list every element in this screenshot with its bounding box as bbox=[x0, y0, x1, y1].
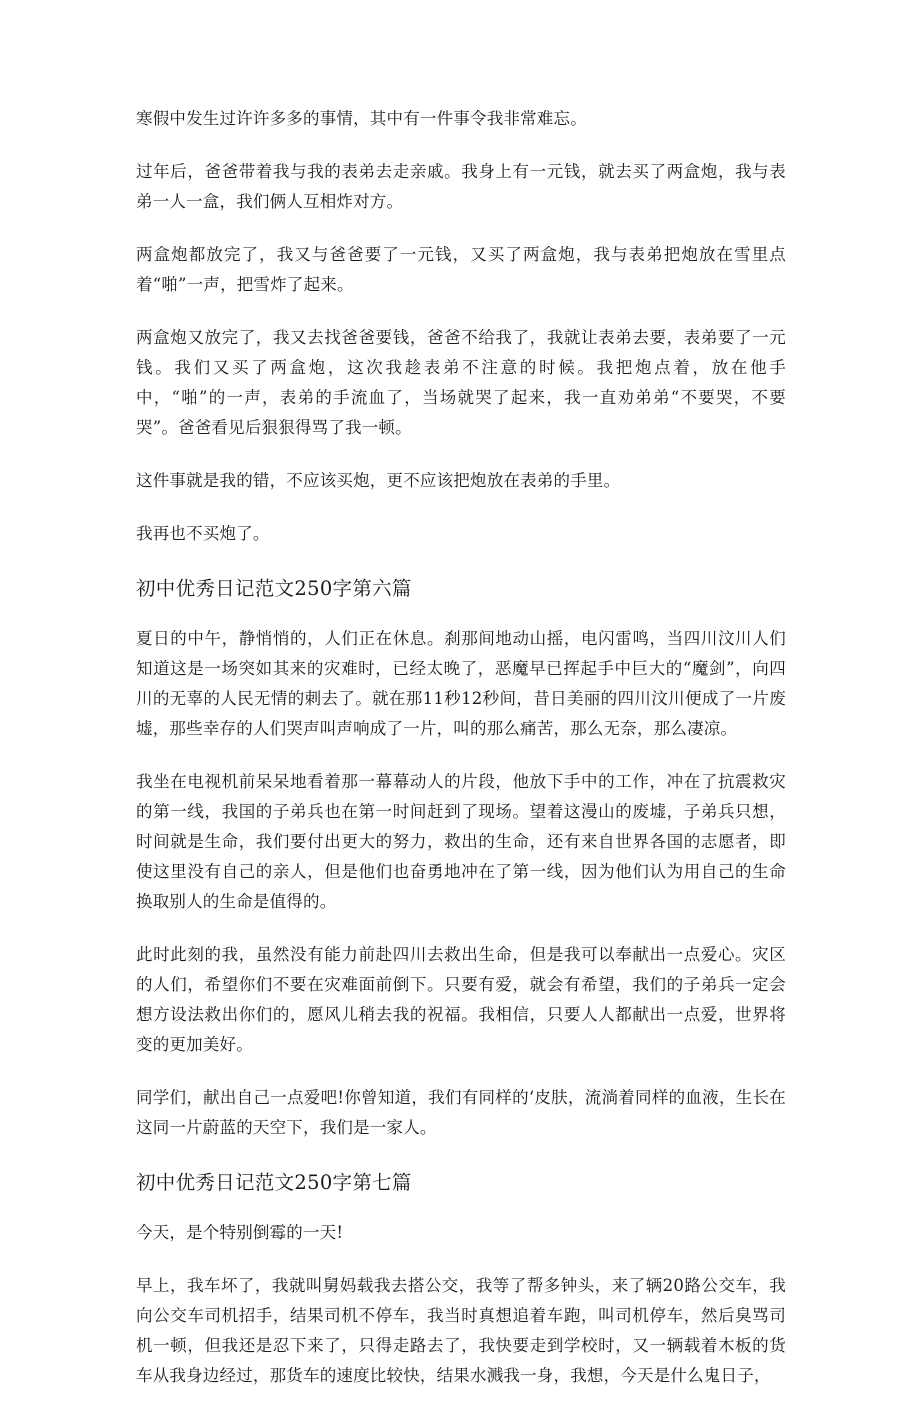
section-6-heading: 初中优秀日记范文250字第六篇 bbox=[136, 577, 412, 600]
section-7-paragraph-1: 今天，是个特别倒霉的一天! bbox=[136, 1223, 344, 1242]
paragraph-6: 我再也不买炮了。 bbox=[136, 524, 270, 543]
paragraph-4: 两盒炮又放完了，我又去找爸爸要钱，爸爸不给我了，我就让表弟去要，表弟要了一元钱。我们又买了两盒炮，这次我趁表弟不注意的时候。我把炮点着，放在他手中，“啪”的一声，表弟的手流血了，当场就哭了起来，我一直劝弟弟“不要哭，不要哭”。爸爸看见后狠狠得骂了我一顿。 bbox=[136, 328, 786, 437]
section-7-paragraph-2: 早上，我车坏了，我就叫舅妈载我去搭公交，我等了帮多钟头，来了辆20路公交车，我向公交车司机招手，结果司机不停车，我当时真想追着车跑，叫司机停车，然后臭骂司机一顿，但我还是忍下来了，只得走路去了，我快要走到学校时，又一辆载着木板的货车从我身边经过，那货车的速度比较快，结果水溅我一身，我想，今天是什么鬼日子， bbox=[136, 1276, 786, 1385]
paragraph-1: 寒假中发生过许许多多的事情，其中有一件事令我非常难忘。 bbox=[136, 109, 587, 128]
document-page bbox=[136, 104, 786, 1414]
paragraph-5: 这件事就是我的错，不应该买炮，更不应该把炮放在表弟的手里。 bbox=[136, 471, 621, 490]
section-7-heading: 初中优秀日记范文250字第七篇 bbox=[136, 1171, 412, 1194]
paragraph-3: 两盒炮都放完了，我又与爸爸要了一元钱，又买了两盒炮，我与表弟把炮放在雪里点着“啪”一声，把雪炸了起来。 bbox=[136, 245, 786, 294]
section-6-paragraph-4: 同学们，献出自己一点爱吧!你曾知道，我们有同样的‘皮肤，流淌着同样的血液，生长在这同一片蔚蓝的天空下，我们是一家人。 bbox=[136, 1088, 786, 1137]
paragraph-2: 过年后，爸爸带着我与我的表弟去走亲戚。我身上有一元钱，就去买了两盒炮，我与表弟一人一盒，我们俩人互相炸对方。 bbox=[136, 162, 786, 211]
section-6-paragraph-2: 我坐在电视机前呆呆地看着那一幕幕动人的片段，他放下手中的工作，冲在了抗震救灾的第一线，我国的子弟兵也在第一时间赶到了现场。望着这漫山的废墟，子弟兵只想，时间就是生命，我们要付出更大的努力，救出的生命，还有来自世界各国的志愿者，即使这里没有自己的亲人，但是他们也奋勇地冲在了第一线，因为他们认为用自己的生命换取别人的生命是值得的。 bbox=[136, 772, 786, 911]
section-6-paragraph-3: 此时此刻的我，虽然没有能力前赴四川去救出生命，但是我可以奉献出一点爱心。灾区的人们，希望你们不要在灾难面前倒下。只要有爱，就会有希望，我们的子弟兵一定会想方设法救出你们的，愿风儿稍去我的祝福。我相信，只要人人都献出一点爱，世界将变的更加美好。 bbox=[136, 945, 786, 1054]
section-6-paragraph-1: 夏日的中午，静悄悄的，人们正在休息。刹那间地动山摇，电闪雷鸣，当四川汶川人们知道这是一场突如其来的灾难时，已经太晚了，恶魔早已挥起手中巨大的“魔剑”，向四川的无辜的人民无情的刺去了。就在那11秒12秒间，昔日美丽的四川汶川便成了一片废墟，那些幸存的人们哭声叫声响成了一片，叫的那么痛苦，那么无奈，那么凄凉。 bbox=[136, 629, 786, 738]
